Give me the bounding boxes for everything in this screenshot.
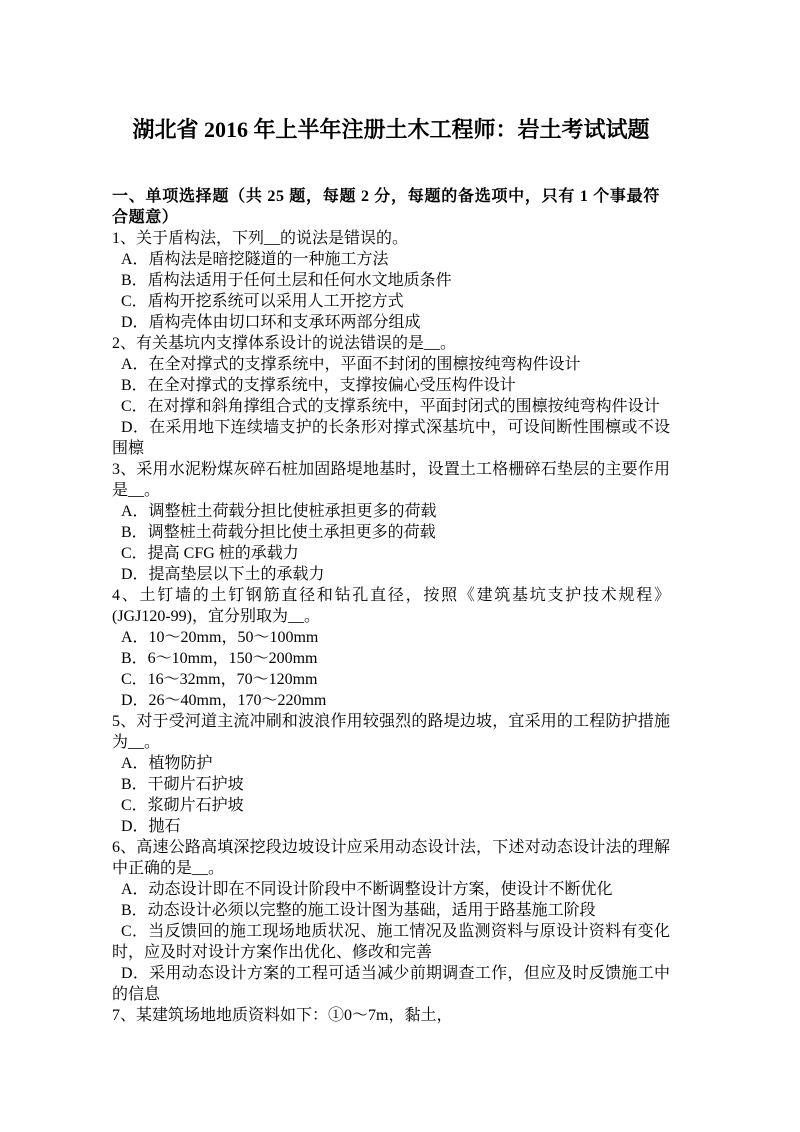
question-6-option-A: A．动态设计即在不同设计阶段中不断调整设计方案，使设计不断优化 <box>121 881 613 898</box>
question-3-option-D: D．提高垫层以下土的承载力 <box>121 566 325 583</box>
question-5-stem: 5、对于受河道主流冲刷和波浪作用较强烈的路堤边坡，宜采用的工程防护措施为__。 <box>112 713 670 751</box>
question-5-option-C: C．浆砌片石护坡 <box>121 797 244 814</box>
question-6-stem: 6、高速公路高填深挖段边坡设计应采用动态设计法，下述对动态设计法的理解中正确的是__。 <box>112 839 670 877</box>
section-heading: 一、单项选择题（共 25 题，每题 2 分，每题的备选项中，只有 1 个事最符合题意） <box>112 188 660 226</box>
question-4-option-A: A．10～20mm，50～100mm <box>121 629 319 646</box>
question-2-option-B: B．在全对撑式的支撑系统中，支撑按偏心受压构件设计 <box>121 377 516 394</box>
exam-content <box>112 115 670 1026</box>
question-list <box>112 228 670 1026</box>
question-4-option-D: D．26～40mm，170～220mm <box>121 692 327 709</box>
question-6-option-B: B．动态设计必须以完整的施工设计图为基础，适用于路基施工阶段 <box>121 902 596 919</box>
question-2-option-C: C．在对撑和斜角撑组合式的支撑系统中，平面封闭式的围檩按纯弯构件设计 <box>121 398 660 415</box>
question-1-stem: 1、关于盾构法，下列__的说法是错误的。 <box>112 230 409 247</box>
question-5-option-A: A．植物防护 <box>121 755 213 772</box>
question-4-option-C: C．16～32mm，70～120mm <box>121 671 318 688</box>
question-1-option-D: D．盾构壳体由切口环和支承环两部分组成 <box>121 314 421 331</box>
question-2-option-D: D．在采用地下连续墙支护的长条形对撑式深基坑中，可设间断性围檩或不设围檩 <box>112 419 670 457</box>
question-6-option-D: D．采用动态设计方案的工程可适当减少前期调查工作，但应及时反馈施工中的信息 <box>112 965 670 1003</box>
question-4-stem: 4、土钉墙的土钉钢筋直径和钻孔直径，按照《建筑基坑支护技术规程》(JGJ120-99)，宜分别取为__。 <box>112 587 670 625</box>
question-1-option-A: A．盾构法是暗挖隧道的一种施工方法 <box>121 251 389 268</box>
question-1-option-C: C．盾构开挖系统可以采用人工开挖方式 <box>121 293 404 310</box>
question-2-option-A: A．在全对撑式的支撑系统中，平面不封闭的围檩按纯弯构件设计 <box>121 356 581 373</box>
question-1-option-B: B．盾构法适用于任何土层和任何水文地质条件 <box>121 272 452 289</box>
question-3-option-C: C．提高 CFG 桩的承载力 <box>121 545 299 562</box>
page-title: 湖北省 2016 年上半年注册土木工程师：岩土考试试题 <box>132 117 650 142</box>
question-7-stem: 7、某建筑场地地质资料如下：①0～7m，黏土， <box>112 1007 453 1024</box>
question-3-option-A: A．调整桩土荷载分担比使桩承担更多的荷载 <box>121 503 437 520</box>
question-3-option-B: B．调整桩土荷载分担比使土承担更多的荷载 <box>121 524 436 541</box>
question-3-stem: 3、采用水泥粉煤灰碎石桩加固路堤地基时，设置土工格栅碎石垫层的主要作用是__。 <box>112 461 670 499</box>
question-4-option-B: B．6～10mm，150～200mm <box>121 650 318 667</box>
question-6-option-C: C．当反馈回的施工现场地质状况、施工情况及监测资料与原设计资料有变化时，应及时对设计方案作出优化、修改和完善 <box>112 923 670 961</box>
question-5-option-B: B．干砌片石护坡 <box>121 776 244 793</box>
question-2-stem: 2、有关基坑内支撑体系设计的说法错误的是__。 <box>112 335 457 352</box>
question-5-option-D: D．抛石 <box>121 818 181 835</box>
